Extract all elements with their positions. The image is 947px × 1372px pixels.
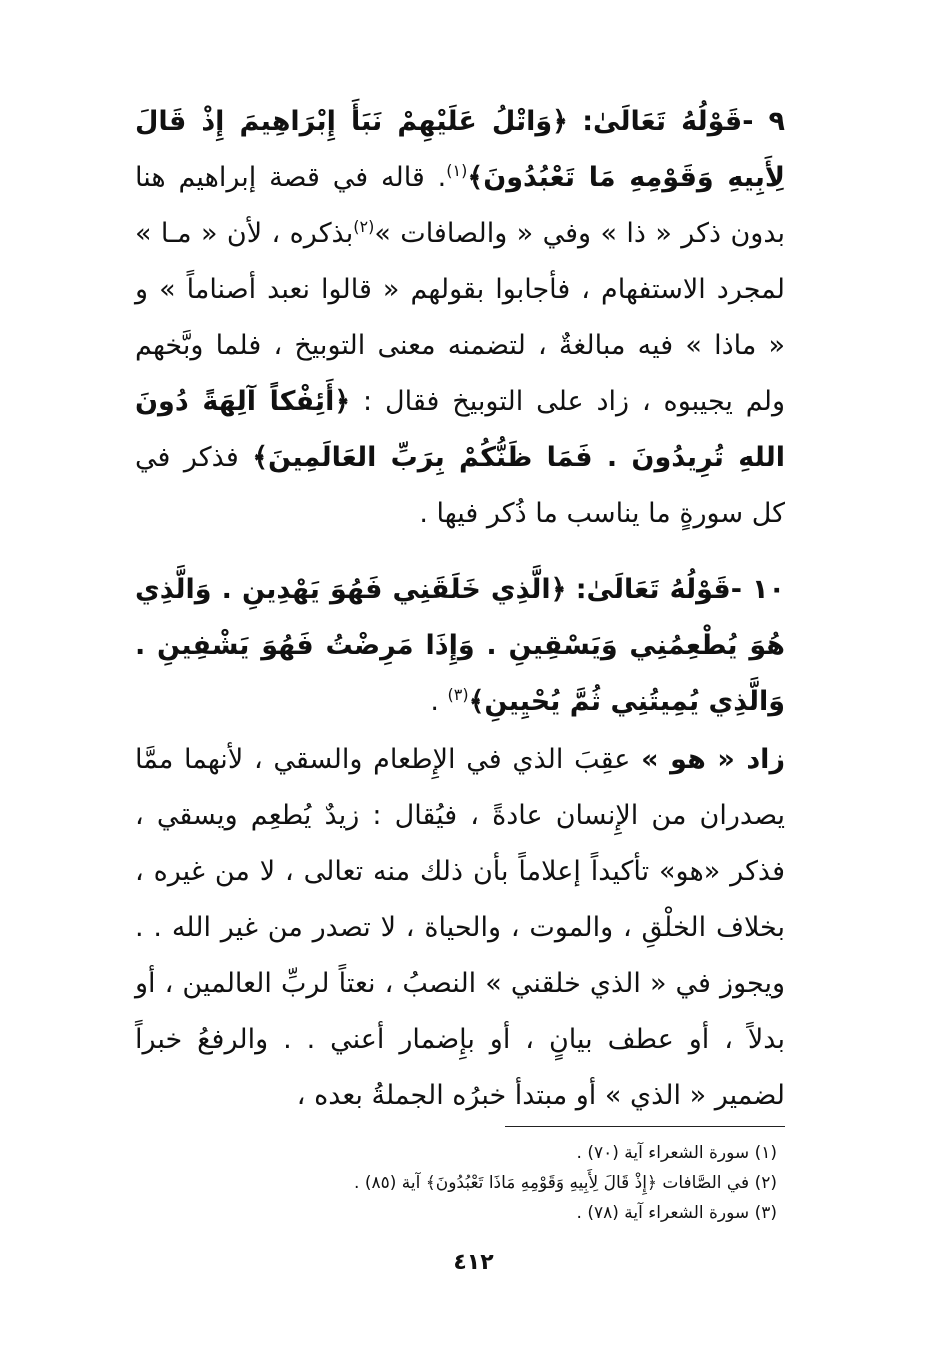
commentary-text: فذكر في كل سورةٍ ما يناسب ما ذُكر فيها . bbox=[135, 442, 785, 529]
footnote-item: (٢) في الصَّافات ﴿إِذْ قَالَ لِأَبِيهِ وَقَوْمِهِ مَاذَا تَعْبُدُونَ﴾ آية (٨٥) . bbox=[354, 1173, 777, 1193]
item-number: ١٠ - bbox=[730, 574, 785, 605]
item-number: ٩ - bbox=[742, 106, 785, 137]
quran-verse: ﴿أَئِفْكاً آلِهَةً دُونَ اللهِ تُرِيدُونَ . فَمَا ظَنُّكُمْ بِرَبِّ العَالَمِينَ﴾ bbox=[135, 386, 785, 473]
footnote-item: (٣) سورة الشعراء آية (٧٨) . bbox=[576, 1203, 777, 1223]
page-number: ٤١٢ bbox=[453, 1250, 494, 1275]
quran-verse: ﴿الَّذِي خَلَقَنِي فَهُوَ يَهْدِينِ . وَالَّذِي هُوَ يُطْعِمُنِي وَيَسْقِينِ . وَإِذَا مَرِضْتُ فَهُوَ يَشْفِينِ . وَالَّذِي يُمِيتُنِي ثُمَّ يُحْيِينِ﴾ bbox=[135, 574, 785, 717]
commentary-lead: زاد « هو » bbox=[641, 744, 785, 775]
commentary-text: . قاله في قصة إبراهيم هنا بدون ذكر « ذا » وفي « والصافات » bbox=[135, 162, 786, 249]
paragraph-9-text bbox=[135, 94, 785, 542]
footnote-separator bbox=[505, 1126, 785, 1127]
heading-qawluhu: قَوْلُهُ تَعَالَىٰ: bbox=[575, 574, 731, 605]
quran-verse: ﴿وَاتْلُ عَلَيْهِمْ نَبَأَ إِبْرَاهِيمَ إِذْ قَالَ لِأَبِيهِ وَقَوْمِهِ مَا تَعْبُدُونَ﴾ bbox=[135, 106, 786, 193]
commentary-text: عقِبَ الذي في الإِطعام والسقي ، لأنهما ممَّا يصدران من الإِنسان عادةً ، فيُقال : زيدٌ يُطعِم ويسقي ، فذكر «هو» تأكيداً إعلاماً بأن ذلك منه تعالى ، لا من غيره ، بخلاف الخلْقِ ، والموت ، والحياة ، لا تصدر من غير الله . . ويجوز في « الذي خلقني » النصبُ ، نعتاً لربِّ العالمين ، أو بدلاً ، أو عطف بيانٍ ، أو بإِضمار أعني . . والرفعُ خبراً لضمير « الذي » أو مبتدأ خبرُه الجملةُ بعده ، bbox=[135, 744, 785, 1111]
paragraph-10-text bbox=[135, 562, 785, 730]
paragraph-10 bbox=[135, 562, 785, 730]
commentary-paragraph bbox=[135, 732, 785, 1124]
paragraph-9 bbox=[135, 94, 785, 542]
commentary-paragraph-text bbox=[135, 732, 785, 1124]
footnote-ref: (٢) bbox=[353, 217, 375, 236]
footnote-item: (١) سورة الشعراء آية (٧٠) . bbox=[576, 1143, 777, 1163]
sentence-end: . bbox=[430, 686, 439, 717]
commentary-text: بذكره ، لأن « مـا » لمجرد الاستفهام ، فأجابوا بقولهم « قالوا نعبد أصناماً » و « ماذا » فيه مبالغةٌ ، لتضمنه معنى التوبيخ ، فلما وبَّخهم ولم يجيبوه ، زاد على التوبيخ فقال : bbox=[135, 218, 785, 417]
heading-qawluhu: قَوْلُهُ تَعَالَىٰ: bbox=[582, 106, 743, 137]
footnote-ref: (٣) bbox=[447, 685, 469, 704]
footnotes bbox=[137, 1138, 777, 1228]
footnote-ref: (١) bbox=[446, 161, 468, 180]
